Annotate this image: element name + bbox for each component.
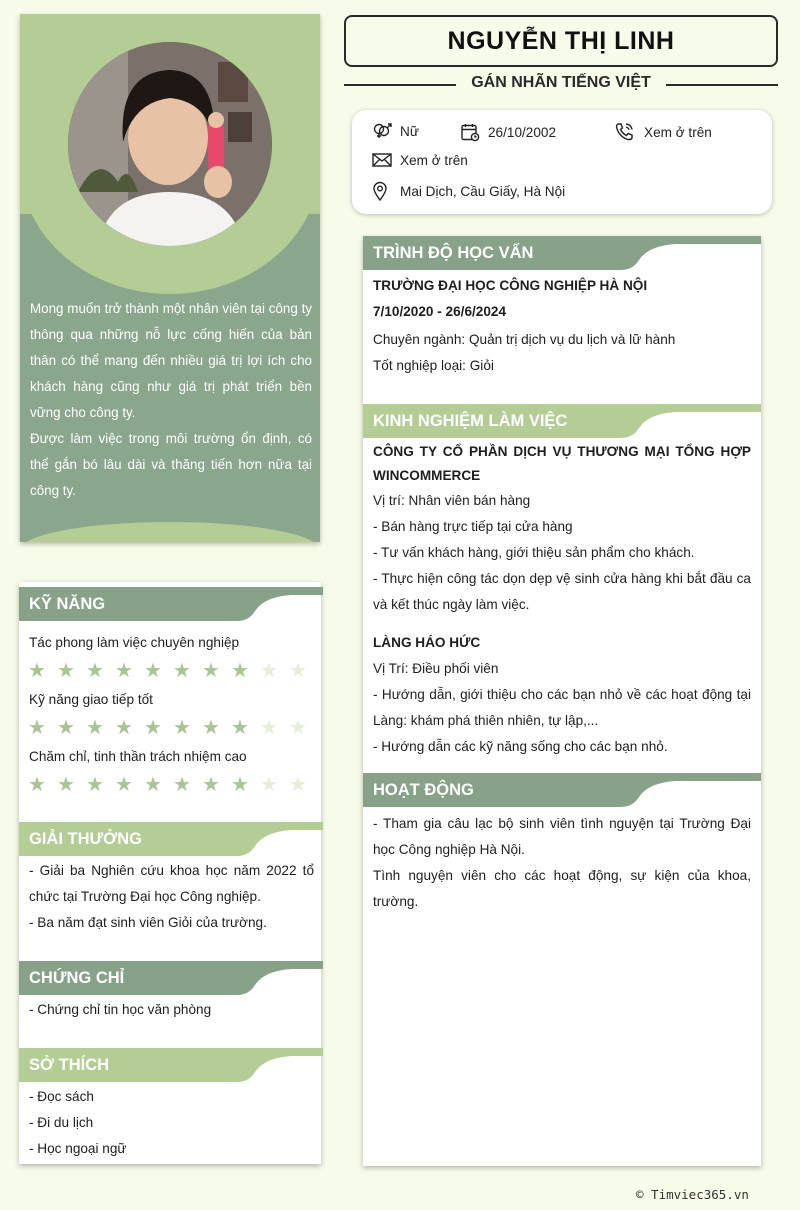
certificates-header [19,961,323,999]
skill-label: Tác phong làm việc chuyên nghiệp [29,635,240,650]
company-name: LÀNG HÁO HỨC [373,635,481,650]
awards-block [29,858,314,936]
award-line: - Giải ba Nghiên cứu khoa học năm 2022 tổ chức tại Trường Đại học Công nghiệp. [29,863,314,904]
star-filled-icon: ★ [28,774,46,796]
graduation-grade: Tốt nghiệp loại: Giỏi [373,358,494,373]
activity-line: Tình nguyện viên cho các hoạt động, sự kiện của khoa, trường. [373,868,751,909]
gender-icon [372,122,392,140]
skill-label: Chăm chỉ, tinh thần trách nhiệm cao [29,749,247,764]
star-filled-icon: ★ [115,774,133,796]
star-filled-icon: ★ [144,660,162,682]
activities-header [363,773,761,811]
star-filled-icon: ★ [57,774,75,796]
education-block [373,273,751,379]
award-line: - Ba năm đạt sinh viên Giỏi của trường. [29,915,267,930]
certificate-line: - Chứng chỉ tin học văn phòng [29,1002,212,1017]
star-filled-icon: ★ [86,774,104,796]
job-duty: - Bán hàng trực tiếp tại cửa hàng [373,519,573,534]
activities-heading: HOẠT ĐỘNG [363,773,621,807]
profile-panel [20,14,320,542]
company-name: CÔNG TY CỔ PHẦN DỊCH VỤ THƯƠNG MẠI TỔNG HỢP WINCOMMERCE [373,444,751,483]
star-empty-icon: ★ [260,774,278,796]
contact-birthday [460,122,556,142]
star-filled-icon: ★ [86,660,104,682]
education-heading: TRÌNH ĐỘ HỌC VẤN [363,236,621,270]
hobby-line: - Học ngoại ngữ [29,1141,127,1156]
contact-email [372,152,468,168]
phone-icon [614,122,636,142]
star-filled-icon: ★ [173,774,191,796]
hobbies-block [29,1084,314,1162]
job-position: Vị Trí: Điều phối viên [373,661,499,676]
gender-value: Nữ [400,123,419,139]
star-filled-icon: ★ [173,660,191,682]
certificates-heading: CHỨNG CHỈ [19,961,237,995]
avatar [68,42,272,246]
star-filled-icon: ★ [202,774,220,796]
address-value: Mai Dịch, Cầu Giấy, Hà Nội [400,183,566,199]
job-duty: - Tư vấn khách hàng, giới thiệu sản phẩm cho khách. [373,545,695,560]
star-filled-icon: ★ [231,717,249,739]
name-box [344,15,778,67]
birthday-value: 26/10/2002 [488,124,557,140]
job-duty: - Hướng dẫn các kỹ năng sống cho các bạn nhỏ. [373,739,668,754]
objective-paragraph: Được làm việc trong môi trường ổn định, có thể gắn bó lâu dài và thăng tiến hơn nữa tại công ty. [30,431,312,498]
contact-box [352,110,772,214]
job-position: Vị trí: Nhân viên bán hàng [373,493,531,508]
email-value: Xem ở trên [400,152,468,168]
star-filled-icon: ★ [202,660,220,682]
certificates-block [29,997,314,1023]
calendar-icon [460,122,480,142]
star-empty-icon: ★ [289,717,307,739]
activities-block [373,811,751,915]
awards-header [19,822,323,860]
star-filled-icon: ★ [173,717,191,739]
hobby-line: - Đọc sách [29,1089,94,1104]
experience-block [373,440,751,760]
star-filled-icon: ★ [57,660,75,682]
contact-address [372,181,565,201]
job-duty: - Thực hiện công tác dọn dẹp vệ sinh cửa hàng khi bắt đầu ca và kết thúc ngày làm việc. [373,571,751,612]
career-objective [30,296,312,504]
skill-label: Kỹ năng giao tiếp tốt [29,692,153,707]
phone-value: Xem ở trên [644,124,712,140]
skills-heading: KỸ NĂNG [19,587,237,621]
skill-rating [28,661,307,681]
skills-header [19,587,323,625]
hobbies-header [19,1048,323,1086]
star-filled-icon: ★ [28,660,46,682]
star-filled-icon: ★ [144,717,162,739]
star-filled-icon: ★ [231,660,249,682]
star-filled-icon: ★ [57,717,75,739]
footer-credit: © Timviec365.vn [636,1187,749,1202]
star-empty-icon: ★ [260,717,278,739]
location-icon [372,181,392,201]
panel-bottom-decoration [20,522,320,542]
star-empty-icon: ★ [289,660,307,682]
objective-paragraph: Mong muốn trở thành một nhân viên tại công ty thông qua những nỗ lực cống hiến của bản thân có thể mang đến nhiều giá trị lợi ích cho khách hàng cũng như giá trị phát triển bền vững cho công ty. [30,301,312,420]
star-filled-icon: ★ [28,717,46,739]
awards-heading: GIẢI THƯỞNG [19,822,237,856]
hobby-line: - Đi du lịch [29,1115,94,1130]
star-empty-icon: ★ [260,660,278,682]
star-filled-icon: ★ [202,717,220,739]
job-duty: - Hướng dẫn, giới thiệu cho các bạn nhỏ về các hoạt động tại Làng: khám phá thiên nhiên, tự lập,... [373,687,751,728]
email-icon [372,152,392,168]
hobbies-heading: SỞ THÍCH [19,1048,237,1082]
skill-rating [28,775,307,795]
star-filled-icon: ★ [86,717,104,739]
job-title: GÁN NHÃN TIẾNG VIỆT [471,74,651,91]
major: Chuyên ngành: Quản trị dịch vụ du lịch và lữ hành [373,332,676,347]
star-empty-icon: ★ [289,774,307,796]
education-header [363,236,761,274]
experience-heading: KINH NGHIỆM LÀM VIỆC [363,404,621,438]
star-filled-icon: ★ [115,660,133,682]
candidate-name: NGUYỄN THỊ LINH [447,26,675,55]
school-name: TRƯỜNG ĐẠI HỌC CÔNG NGHIỆP HÀ NỘI [373,278,648,293]
star-filled-icon: ★ [144,774,162,796]
star-filled-icon: ★ [231,774,249,796]
activity-line: - Tham gia câu lạc bộ sinh viên tình nguyện tại Trường Đại học Công nghiệp Hà Nội. [373,816,751,857]
study-period: 7/10/2020 - 26/6/2024 [373,304,507,319]
skill-rating [28,718,307,738]
contact-phone [614,122,712,142]
experience-header [363,404,761,442]
star-filled-icon: ★ [115,717,133,739]
contact-gender [372,122,419,140]
